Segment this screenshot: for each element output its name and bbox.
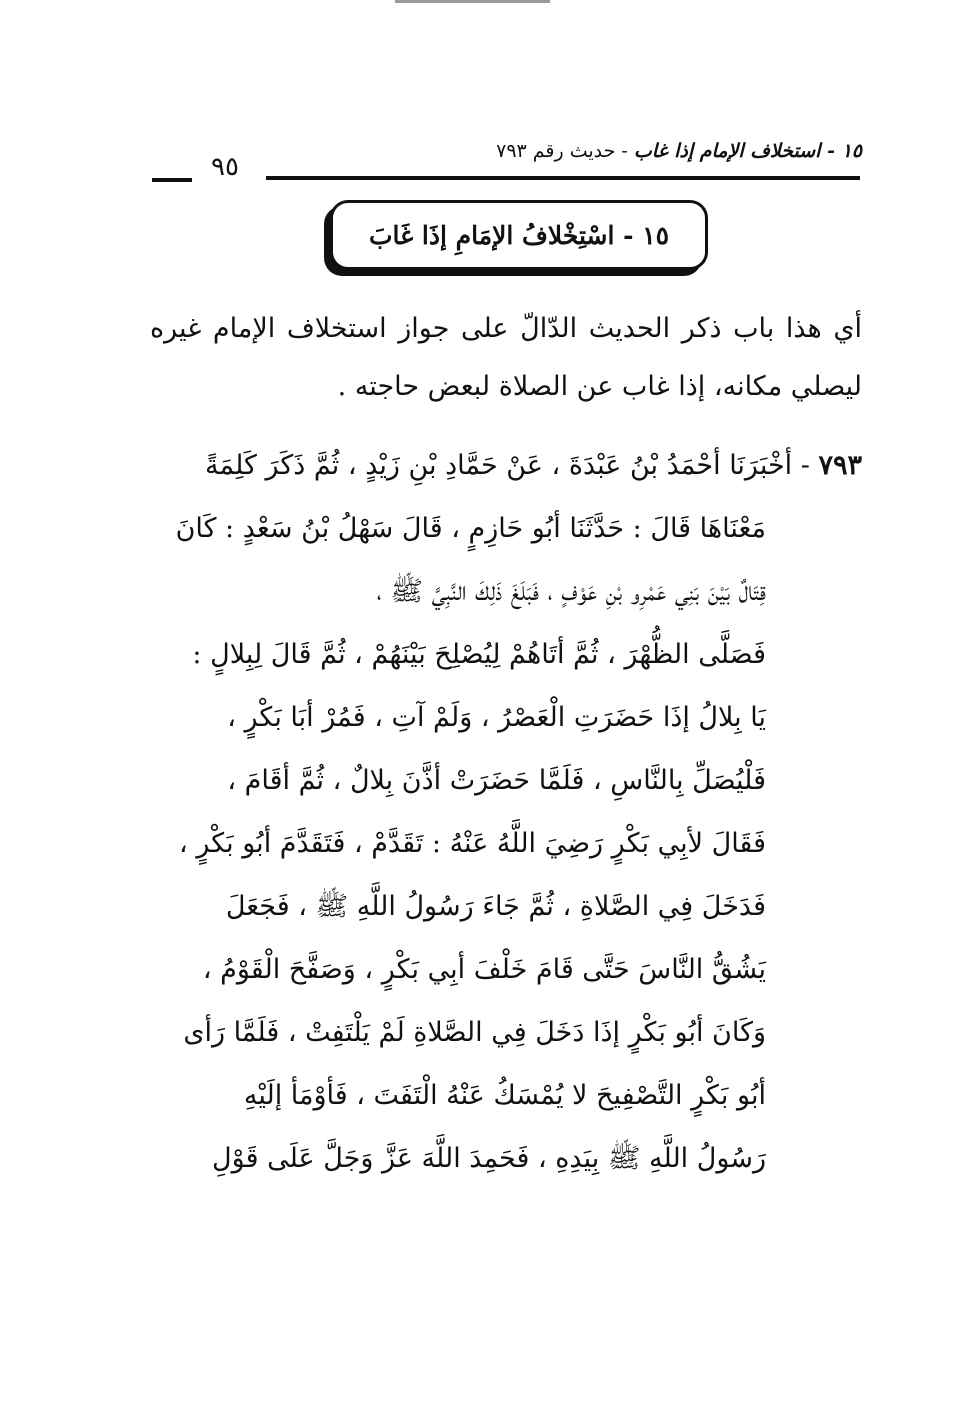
hadith-number: ٧٩٣ (818, 450, 862, 481)
hadith-line-1 (150, 434, 862, 497)
hadith-line: يَشُقُّ النَّاسَ حَتَّى قَامَ خَلْفَ أبِي بَكْرٍ ، وَصَفَّحَ الْقَوْمُ ، (202, 954, 766, 985)
hadith-line: قِتَالٌ بَيْنَ بَنِي عَمْرِو بْنِ عَوْفٍ ، فَبَلَغَ ذَلِكَ النَّبِيَّ ﷺ ، (376, 576, 766, 607)
hadith-line: فَقَالَ لأبِي بَكْرٍ رَضِيَ اللَّهُ عَنْهُ : تَقَدَّمْ ، فَتَقَدَّمَ أبُو بَكْرٍ ، (179, 828, 766, 859)
intro-paragraph: أي هذا باب ذكر الحديث الدّالّ على جواز استخلاف الإمام غيره ليصلي مكانه، إذا غاب عن الصلاة لبعض حاجته . (150, 313, 862, 402)
top-scan-mark (395, 0, 550, 3)
running-head (470, 140, 862, 162)
hadith-line: وَكَانَ أبُو بَكْرٍ إذَا دَخَلَ فِي الصَّلاةِ لَمْ يَلْتَفِتْ ، فَلَمَّا رَأى (183, 1017, 766, 1048)
hadith-line: فَلْيُصَلِّ بِالنَّاسِ ، فَلَمَّا حَضَرَتْ أذَّنَ بِلالٌ ، ثُمَّ أقَامَ ، (227, 765, 766, 796)
running-head-section: ١٥ - استخلاف الإمام إذا غاب (633, 140, 862, 162)
page-number: ٩٥ (211, 152, 239, 182)
chapter-title-box (330, 200, 708, 270)
hadith-line: فَصَلَّى الظُّهْرَ ، ثُمَّ أتَاهُمْ لِيُصْلِحَ بَيْنَهُمْ ، ثُمَّ قَالَ لِبِلالٍ : (192, 639, 766, 670)
chapter-title: ١٥ - اسْتِخْلافُ الإمَامِ إذَا غَابَ (368, 220, 670, 250)
header-rule-left (152, 178, 192, 182)
hadith-line: فَدَخَلَ فِي الصَّلاةِ ، ثُمَّ جَاءَ رَسُولُ اللَّهِ ﷺ ، فَجَعَلَ (225, 891, 766, 922)
hadith-line: أبُو بَكْرٍ التَّصْفِيحَ لا يُمْسَكُ عَنْهُ الْتَفَتَ ، فَأوْمَأ إلَيْهِ (243, 1080, 766, 1111)
running-head-hadith-ref: - حديث رقم ٧٩٣ (496, 140, 628, 162)
hadith-first-line: - أخْبَرَنَا أحْمَدُ بْنُ عَبْدَةَ ، عَنْ حَمَّادِ بْنِ زَيْدٍ ، ثُمَّ ذَكَرَ كَلِمَةً (205, 450, 810, 481)
hadith-line: رَسُولُ اللَّهِ ﷺ بِيَدِهِ ، فَحَمِدَ اللَّهَ عَزَّ وَجَلَّ عَلَى قَوْلِ (212, 1143, 766, 1174)
hadith-line: يَا بِلالُ إذَا حَضَرَتِ الْعَصْرُ ، وَلَمْ آتِ ، فَمُرْ أبَا بَكْرٍ ، (227, 702, 766, 733)
hadith-text (150, 434, 862, 1190)
header-rule-right (266, 176, 860, 180)
hadith-line: مَعْنَاهَا قَالَ : حَدَّثَنَا أبُو حَازِمٍ ، قَالَ سَهْلُ بْنُ سَعْدٍ : كَانَ (175, 513, 766, 544)
